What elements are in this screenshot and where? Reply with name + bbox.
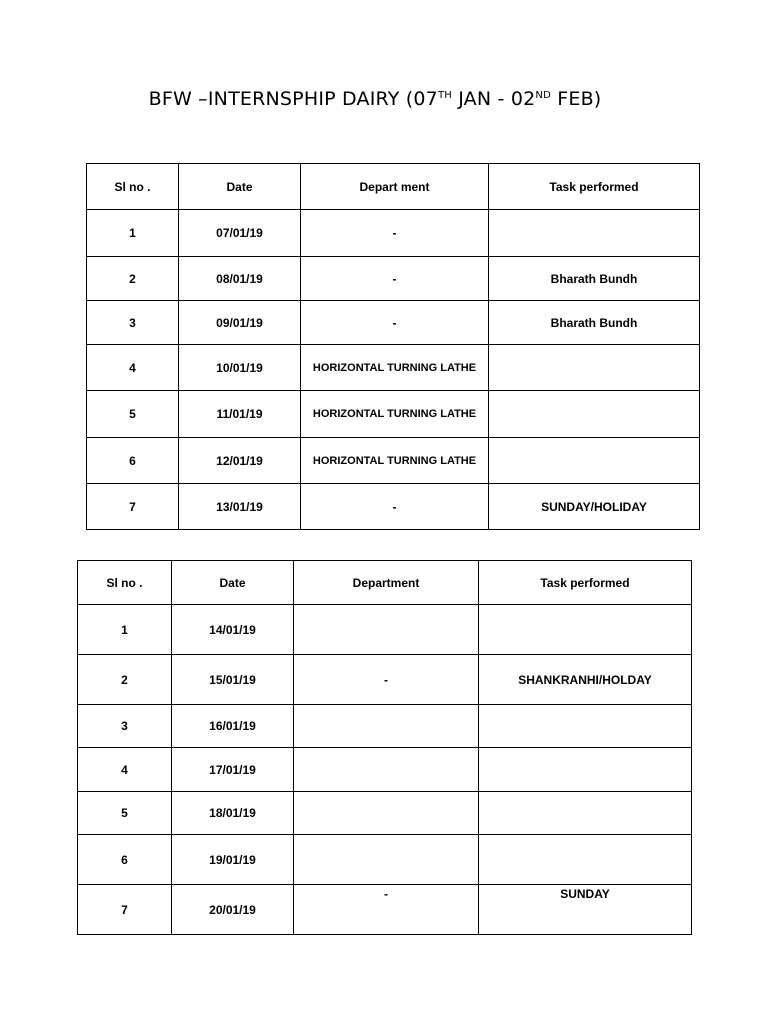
cell-sl-no: 6 [87,438,179,484]
cell-date: 12/01/19 [179,438,301,484]
cell-date: 10/01/19 [179,345,301,391]
document-title [0,88,750,110]
cell-date: 08/01/19 [179,257,301,301]
cell-task: Bharath Bundh [489,301,700,345]
diary-table-week1 [86,163,700,530]
cell-date: 16/01/19 [172,705,294,748]
cell-date: 18/01/19 [172,792,294,835]
header-task: Task performed [479,561,692,605]
cell-date: 07/01/19 [179,210,301,257]
cell-sl-no: 3 [78,705,172,748]
table-row [78,655,692,705]
cell-department: - [301,301,489,345]
cell-date: 11/01/19 [179,391,301,438]
cell-task [489,345,700,391]
table-header-row [87,164,700,210]
cell-department: HORIZONTAL TURNING LATHE [301,345,489,391]
header-date: Date [179,164,301,210]
cell-sl-no: 1 [78,605,172,655]
table-row [78,885,692,935]
cell-date: 20/01/19 [172,885,294,935]
diary-table-week2 [77,560,692,935]
cell-department [294,605,479,655]
cell-date: 19/01/19 [172,835,294,885]
cell-department: - [301,257,489,301]
table-row [87,345,700,391]
table-row [78,835,692,885]
cell-task: SUNDAY/HOLIDAY [489,484,700,530]
cell-department: - [294,885,479,935]
header-date: Date [172,561,294,605]
cell-date: 09/01/19 [179,301,301,345]
header-department: Department [294,561,479,605]
header-department: Depart ment [301,164,489,210]
cell-department [294,748,479,792]
table-header-row [78,561,692,605]
cell-department [294,792,479,835]
table-row [87,484,700,530]
cell-task [479,792,692,835]
cell-date: 14/01/19 [172,605,294,655]
cell-task [489,438,700,484]
cell-task: Bharath Bundh [489,257,700,301]
cell-task [489,391,700,438]
title-prefix: BFW –INTERNSPHIP DAIRY (07 [148,88,438,110]
table-row [78,748,692,792]
table-row [78,705,692,748]
cell-task: SHANKRANHI/HOLDAY [479,655,692,705]
cell-sl-no: 1 [87,210,179,257]
cell-sl-no: 2 [78,655,172,705]
cell-date: 13/01/19 [179,484,301,530]
table-row [87,257,700,301]
cell-task [479,748,692,792]
header-task: Task performed [489,164,700,210]
table-row [87,301,700,345]
cell-sl-no: 3 [87,301,179,345]
cell-task [479,835,692,885]
cell-department [294,705,479,748]
header-sl-no: Sl no . [87,164,179,210]
table-row [87,391,700,438]
cell-sl-no: 5 [78,792,172,835]
cell-sl-no: 4 [87,345,179,391]
title-mid: JAN - 02 [451,88,536,110]
cell-sl-no: 5 [87,391,179,438]
cell-date: 17/01/19 [172,748,294,792]
cell-department: - [301,484,489,530]
cell-department [294,835,479,885]
cell-sl-no: 2 [87,257,179,301]
cell-task [479,605,692,655]
cell-sl-no: 4 [78,748,172,792]
cell-sl-no: 7 [78,885,172,935]
cell-task: SUNDAY [479,885,692,935]
cell-task [489,210,700,257]
cell-task [479,705,692,748]
cell-department: HORIZONTAL TURNING LATHE [301,391,489,438]
table-row [78,792,692,835]
title-suffix: FEB) [551,88,602,110]
cell-department: - [301,210,489,257]
header-sl-no: Sl no . [78,561,172,605]
table-row [78,605,692,655]
cell-sl-no: 6 [78,835,172,885]
cell-date: 15/01/19 [172,655,294,705]
title-sup-th: TH [437,90,452,101]
cell-department: HORIZONTAL TURNING LATHE [301,438,489,484]
cell-department: - [294,655,479,705]
table-row [87,210,700,257]
title-sup-nd: ND [535,90,551,101]
cell-sl-no: 7 [87,484,179,530]
table-row [87,438,700,484]
